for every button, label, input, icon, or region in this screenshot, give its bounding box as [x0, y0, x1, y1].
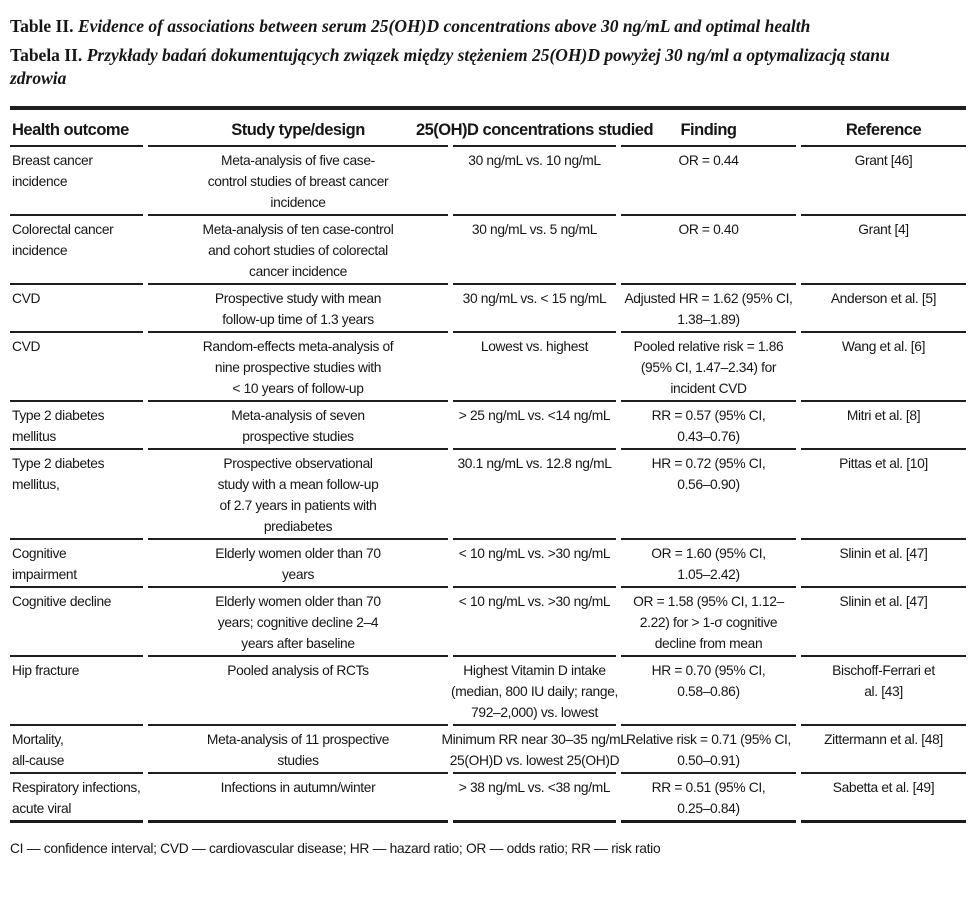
- text-line: study with a mean follow-up: [217, 476, 379, 492]
- text-line: Study type/design: [231, 120, 365, 139]
- cell-health-outcome: [10, 285, 143, 333]
- table-row: [10, 216, 966, 285]
- table-title-polish-text: Przykłady badań dokumentujących związek między stężeniem 25(OH)D powyżej 30 ng/ml a optymalizacją stanu zdrowia: [10, 44, 890, 88]
- text-line: Minimum RR near 30–35 ng/mL: [441, 731, 628, 747]
- text-line: HR = 0.72 (95% CI,: [651, 455, 766, 471]
- text-line: 25(OH)D concentrations studied: [415, 120, 654, 139]
- cell-health-outcome: [10, 402, 143, 450]
- text-line: Adjusted HR = 1.62 (95% CI,: [624, 290, 793, 306]
- text-line: < 10 ng/mL vs. >30 ng/mL: [458, 593, 611, 609]
- cell-study-type: [148, 147, 448, 216]
- cell-concentrations: [453, 402, 616, 450]
- cell-study-type: [148, 540, 448, 588]
- text-line: 2.22) for > 1-σ cognitive: [639, 614, 778, 630]
- text-line: 30.1 ng/mL vs. 12.8 ng/mL: [457, 455, 612, 471]
- table-title-english-text: Evidence of associations between serum 25(OH)D concentrations above 30 ng/mL and optimal health: [77, 16, 811, 36]
- text-line: < 10 ng/mL vs. >30 ng/mL: [458, 545, 611, 561]
- text-line: Meta-analysis of five case-: [221, 152, 375, 168]
- text-line: Meta-analysis of 11 prospective: [206, 731, 390, 747]
- cell-concentrations: [441, 726, 628, 774]
- cell-finding: [621, 726, 796, 774]
- cell-concentrations: [453, 333, 616, 402]
- text-line: OR = 1.58 (95% CI, 1.12–: [633, 593, 784, 609]
- text-line: impairment: [12, 566, 77, 582]
- text-line: control studies of breast cancer: [207, 173, 389, 189]
- text-line: incidence: [12, 173, 68, 189]
- text-line: 0.58–0.86): [677, 683, 740, 699]
- text-line: incidence: [12, 242, 68, 258]
- cell-study-type: [148, 216, 448, 285]
- cell-concentrations: [453, 285, 616, 333]
- text-line: 0.56–0.90): [677, 476, 740, 492]
- text-line: Bischoff-Ferrari et: [832, 662, 935, 678]
- text-line: follow-up time of 1.3 years: [222, 311, 374, 327]
- text-line: Wang et al. [6]: [841, 338, 926, 354]
- text-line: nine prospective studies with: [214, 359, 382, 375]
- text-line: Anderson et al. [5]: [830, 290, 937, 306]
- cell-finding: [621, 657, 796, 726]
- text-line: Prospective study with mean: [214, 290, 382, 306]
- column-header-study-type: [148, 110, 448, 147]
- cell-finding: [621, 588, 796, 657]
- cell-reference: [801, 450, 966, 540]
- text-line: Random-effects meta-analysis of: [202, 338, 394, 354]
- cell-finding: [621, 774, 796, 823]
- cell-reference: [801, 402, 966, 450]
- table-row: [10, 726, 966, 774]
- text-line: all-cause: [12, 752, 65, 768]
- text-line: 0.25–0.84): [677, 800, 740, 816]
- text-line: Slinin et al. [47]: [839, 593, 928, 609]
- text-line: Sabetta et al. [49]: [832, 779, 935, 795]
- text-line: 0.50–0.91): [677, 752, 740, 768]
- text-line: Hip fracture: [12, 662, 80, 678]
- text-line: of 2.7 years in patients with: [219, 497, 377, 513]
- text-line: Pooled relative risk = 1.86: [633, 338, 784, 354]
- text-line: mellitus: [12, 428, 56, 444]
- text-line: 25(OH)D vs. lowest 25(OH)D: [449, 752, 620, 768]
- cell-health-outcome: [10, 657, 143, 726]
- text-line: Lowest vs. highest: [480, 338, 589, 354]
- cell-finding: [621, 333, 796, 402]
- text-line: Respiratory infections,: [12, 779, 141, 795]
- table-row: [10, 450, 966, 540]
- cell-health-outcome: [10, 774, 143, 823]
- cell-concentrations: [453, 216, 616, 285]
- cell-concentrations: [453, 588, 616, 657]
- cell-finding: [621, 216, 796, 285]
- text-line: 30 ng/mL vs. 5 ng/mL: [471, 221, 598, 237]
- cell-concentrations: [453, 147, 616, 216]
- cell-finding: [621, 540, 796, 588]
- cell-study-type: [148, 333, 448, 402]
- text-line: (median, 800 IU daily; range,: [451, 683, 619, 699]
- cell-reference: [801, 216, 966, 285]
- text-line: 1.05–2.42): [677, 566, 740, 582]
- text-line: Prospective observational: [223, 455, 373, 471]
- text-line: < 10 years of follow-up: [232, 380, 364, 396]
- text-line: Grant [4]: [858, 221, 909, 237]
- text-line: Reference: [845, 120, 922, 139]
- text-line: 30 ng/mL vs. < 15 ng/mL: [462, 290, 607, 306]
- cell-finding: [621, 402, 796, 450]
- table-title-polish-label: Tabela II.: [10, 44, 83, 65]
- cell-health-outcome: [10, 216, 143, 285]
- cell-study-type: [148, 657, 448, 726]
- text-line: Colorectal cancer: [12, 221, 114, 237]
- text-line: Pittas et al. [10]: [839, 455, 928, 471]
- cell-reference: [801, 540, 966, 588]
- evidence-table: [5, 110, 971, 823]
- cell-health-outcome: [10, 726, 143, 774]
- text-line: Infections in autumn/winter: [220, 779, 376, 795]
- text-line: decline from mean: [654, 635, 763, 651]
- text-line: Type 2 diabetes: [12, 407, 105, 423]
- text-line: cancer incidence: [249, 263, 347, 279]
- text-line: incidence: [270, 194, 326, 210]
- cell-reference: [801, 726, 966, 774]
- text-line: Highest Vitamin D intake: [463, 662, 606, 678]
- cell-concentrations: [451, 657, 619, 726]
- text-line: prediabetes: [263, 518, 333, 534]
- text-line: RR = 0.51 (95% CI,: [651, 779, 766, 795]
- text-line: HR = 0.70 (95% CI,: [651, 662, 766, 678]
- text-line: CVD: [12, 290, 41, 306]
- text-line: Finding: [680, 120, 737, 139]
- table-row: [10, 333, 966, 402]
- text-line: (95% CI, 1.47–2.34) for: [640, 359, 777, 375]
- column-header-health-outcome: [10, 110, 143, 147]
- cell-finding: [621, 147, 796, 216]
- cell-study-type: [148, 726, 448, 774]
- text-line: studies: [277, 752, 319, 768]
- cell-finding: [621, 285, 796, 333]
- cell-study-type: [148, 450, 448, 540]
- text-line: years: [282, 566, 314, 582]
- text-line: incident CVD: [670, 380, 747, 396]
- table-row: [10, 540, 966, 588]
- text-line: Mitri et al. [8]: [846, 407, 921, 423]
- cell-health-outcome: [10, 450, 143, 540]
- cell-health-outcome: [10, 333, 143, 402]
- text-line: > 25 ng/mL vs. <14 ng/mL: [458, 407, 611, 423]
- table-title-english-label: Table II.: [10, 16, 74, 36]
- text-line: RR = 0.57 (95% CI,: [651, 407, 766, 423]
- column-header-concentrations: [415, 110, 654, 147]
- text-line: 0.43–0.76): [677, 428, 740, 444]
- table-row: [10, 588, 966, 657]
- text-line: Pooled analysis of RCTs: [227, 662, 369, 678]
- text-line: mellitus,: [12, 476, 60, 492]
- text-line: Zittermann et al. [48]: [824, 731, 943, 747]
- text-line: acute viral: [12, 800, 72, 816]
- table-row: [10, 402, 966, 450]
- text-line: > 38 ng/mL vs. <38 ng/mL: [458, 779, 611, 795]
- text-line: OR = 0.40: [678, 221, 739, 237]
- text-line: Health outcome: [12, 120, 129, 139]
- cell-reference: [801, 333, 966, 402]
- text-line: al. [43]: [864, 683, 903, 699]
- cell-reference: [801, 774, 966, 823]
- cell-study-type: [148, 774, 448, 823]
- text-line: years after baseline: [241, 635, 355, 651]
- cell-reference: [801, 147, 966, 216]
- text-line: Meta-analysis of seven: [231, 407, 365, 423]
- cell-study-type: [148, 588, 448, 657]
- cell-concentrations: [453, 450, 616, 540]
- text-line: years; cognitive decline 2–4: [217, 614, 379, 630]
- column-header-reference: [801, 110, 966, 147]
- cell-concentrations: [453, 774, 616, 823]
- text-line: Cognitive: [12, 545, 67, 561]
- text-line: Mortality,: [12, 731, 64, 747]
- abbreviations-footnote: CI — confidence interval; CVD — cardiovascular disease; HR — hazard ratio; OR — odds ratio; RR — risk ratio: [10, 840, 661, 856]
- cell-study-type: [148, 285, 448, 333]
- table-row: [10, 774, 966, 823]
- text-line: Grant [46]: [854, 152, 913, 168]
- text-line: 30 ng/mL vs. 10 ng/mL: [468, 152, 601, 168]
- cell-health-outcome: [10, 540, 143, 588]
- header-row: [10, 110, 966, 147]
- text-line: OR = 1.60 (95% CI,: [651, 545, 766, 561]
- cell-study-type: [148, 402, 448, 450]
- cell-concentrations: [453, 540, 616, 588]
- text-line: prospective studies: [242, 428, 354, 444]
- text-line: Slinin et al. [47]: [839, 545, 928, 561]
- cell-finding: [621, 450, 796, 540]
- text-line: 792–2,000) vs. lowest: [471, 704, 598, 720]
- text-line: Type 2 diabetes: [12, 455, 105, 471]
- text-line: and cohort studies of colorectal: [208, 242, 388, 258]
- text-line: Cognitive decline: [12, 593, 112, 609]
- text-line: Breast cancer: [12, 152, 93, 168]
- cell-health-outcome: [10, 588, 143, 657]
- table-row: [10, 657, 966, 726]
- text-line: 1.38–1.89): [677, 311, 740, 327]
- text-line: CVD: [12, 338, 41, 354]
- text-line: Meta-analysis of ten case-control: [202, 221, 394, 237]
- text-line: OR = 0.44: [678, 152, 739, 168]
- text-line: Elderly women older than 70: [215, 545, 381, 561]
- cell-reference: [801, 588, 966, 657]
- cell-reference: [801, 285, 966, 333]
- cell-health-outcome: [10, 147, 143, 216]
- table-title-english: [10, 15, 966, 39]
- cell-reference: [801, 657, 966, 726]
- table-row: [10, 147, 966, 216]
- table-row: [10, 285, 966, 333]
- text-line: Relative risk = 0.71 (95% CI,: [625, 731, 792, 747]
- table-title-polish: [10, 44, 940, 91]
- text-line: Elderly women older than 70: [215, 593, 381, 609]
